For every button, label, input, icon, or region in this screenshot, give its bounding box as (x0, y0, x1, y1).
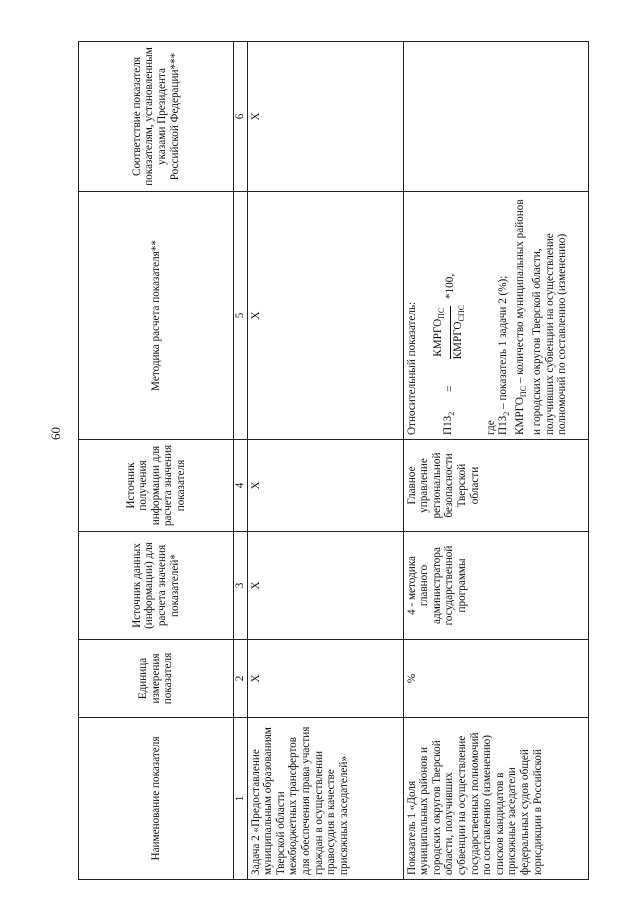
column-number: 1 (234, 718, 248, 880)
task-row (247, 42, 403, 880)
method-where: где (484, 420, 497, 435)
task-correspondence: Х (247, 42, 403, 192)
column-number: 5 (234, 192, 248, 440)
method-intro: Относительный показатель: (405, 301, 418, 435)
task-name: Задача 2 «Предоставление муниципальным образованиям Тверской области межбюджетных трансфертов для обеспечения права участия граждан в осуществлении правосудия в качестве присяжных заседателей» (247, 718, 403, 880)
indicators-table (78, 41, 589, 880)
header-info-source: Источник получения информации для расчета значения показателя (79, 440, 234, 532)
column-number: 6 (234, 42, 248, 192)
indicator-data-source: 4 - методика главного администратора государственной программы (403, 532, 588, 640)
formula-equals: = (444, 385, 457, 392)
column-number: 3 (234, 532, 248, 640)
task-info-source: Х (247, 440, 403, 532)
method-definition-2: $КМРГО_{ПС}$ – количество муниципальных районов и городских округов Тверской области, получивших субвенции на осуществление полномочий по составлению (изменению) (514, 199, 569, 435)
indicator-unit: % (403, 640, 588, 718)
indicator-name: Показатель 1 «Доля муниципальных районов и городских округов Тверской области, получивших субвенции на осуществление государственных полномочий по составлению (изменению) списков кандидатов в присяжные заседатели федеральных судов общей юрисдикции в Российской (403, 718, 588, 880)
indicator-row (403, 42, 588, 880)
header-correspondence: Соответствие показателя показателям, установленным указами Президента Российской Федерации*** (79, 42, 234, 192)
column-number-row (234, 42, 248, 880)
indicator-info-source: Главное управление региональной безопасности Тверской области (403, 440, 588, 532)
header-data-source: Источник данных (информации) для расчета значения показателей* (79, 532, 234, 640)
task-data-source: Х (247, 532, 403, 640)
formula-fraction (432, 303, 469, 361)
formula-denominator: $КМРГО_{СПС}$ (452, 305, 467, 360)
indicator-correspondence (403, 42, 588, 192)
header-method: Методика расчета показателя** (79, 192, 234, 440)
header-unit: Единица измерения показателя (79, 640, 234, 718)
formula-numerator: $КМРГО_{ПС}$ (432, 306, 451, 359)
page-number: 60 (48, 427, 63, 440)
header-indicator-name: Наименование показателя (79, 718, 234, 880)
rotated-table-container (78, 42, 640, 880)
task-method: Х (247, 192, 403, 440)
header-row (79, 42, 234, 880)
method-definition-1: $П1З_2$ – показатель 1 задачи 2 (%); (497, 275, 512, 435)
column-number: 2 (234, 640, 248, 718)
column-number: 4 (234, 440, 248, 532)
formula-multiplier: *100, (444, 273, 457, 300)
task-unit: Х (247, 640, 403, 718)
indicator-method (403, 192, 588, 440)
formula-lhs: $П1З_2$ (442, 411, 457, 435)
method-formula (432, 196, 469, 435)
